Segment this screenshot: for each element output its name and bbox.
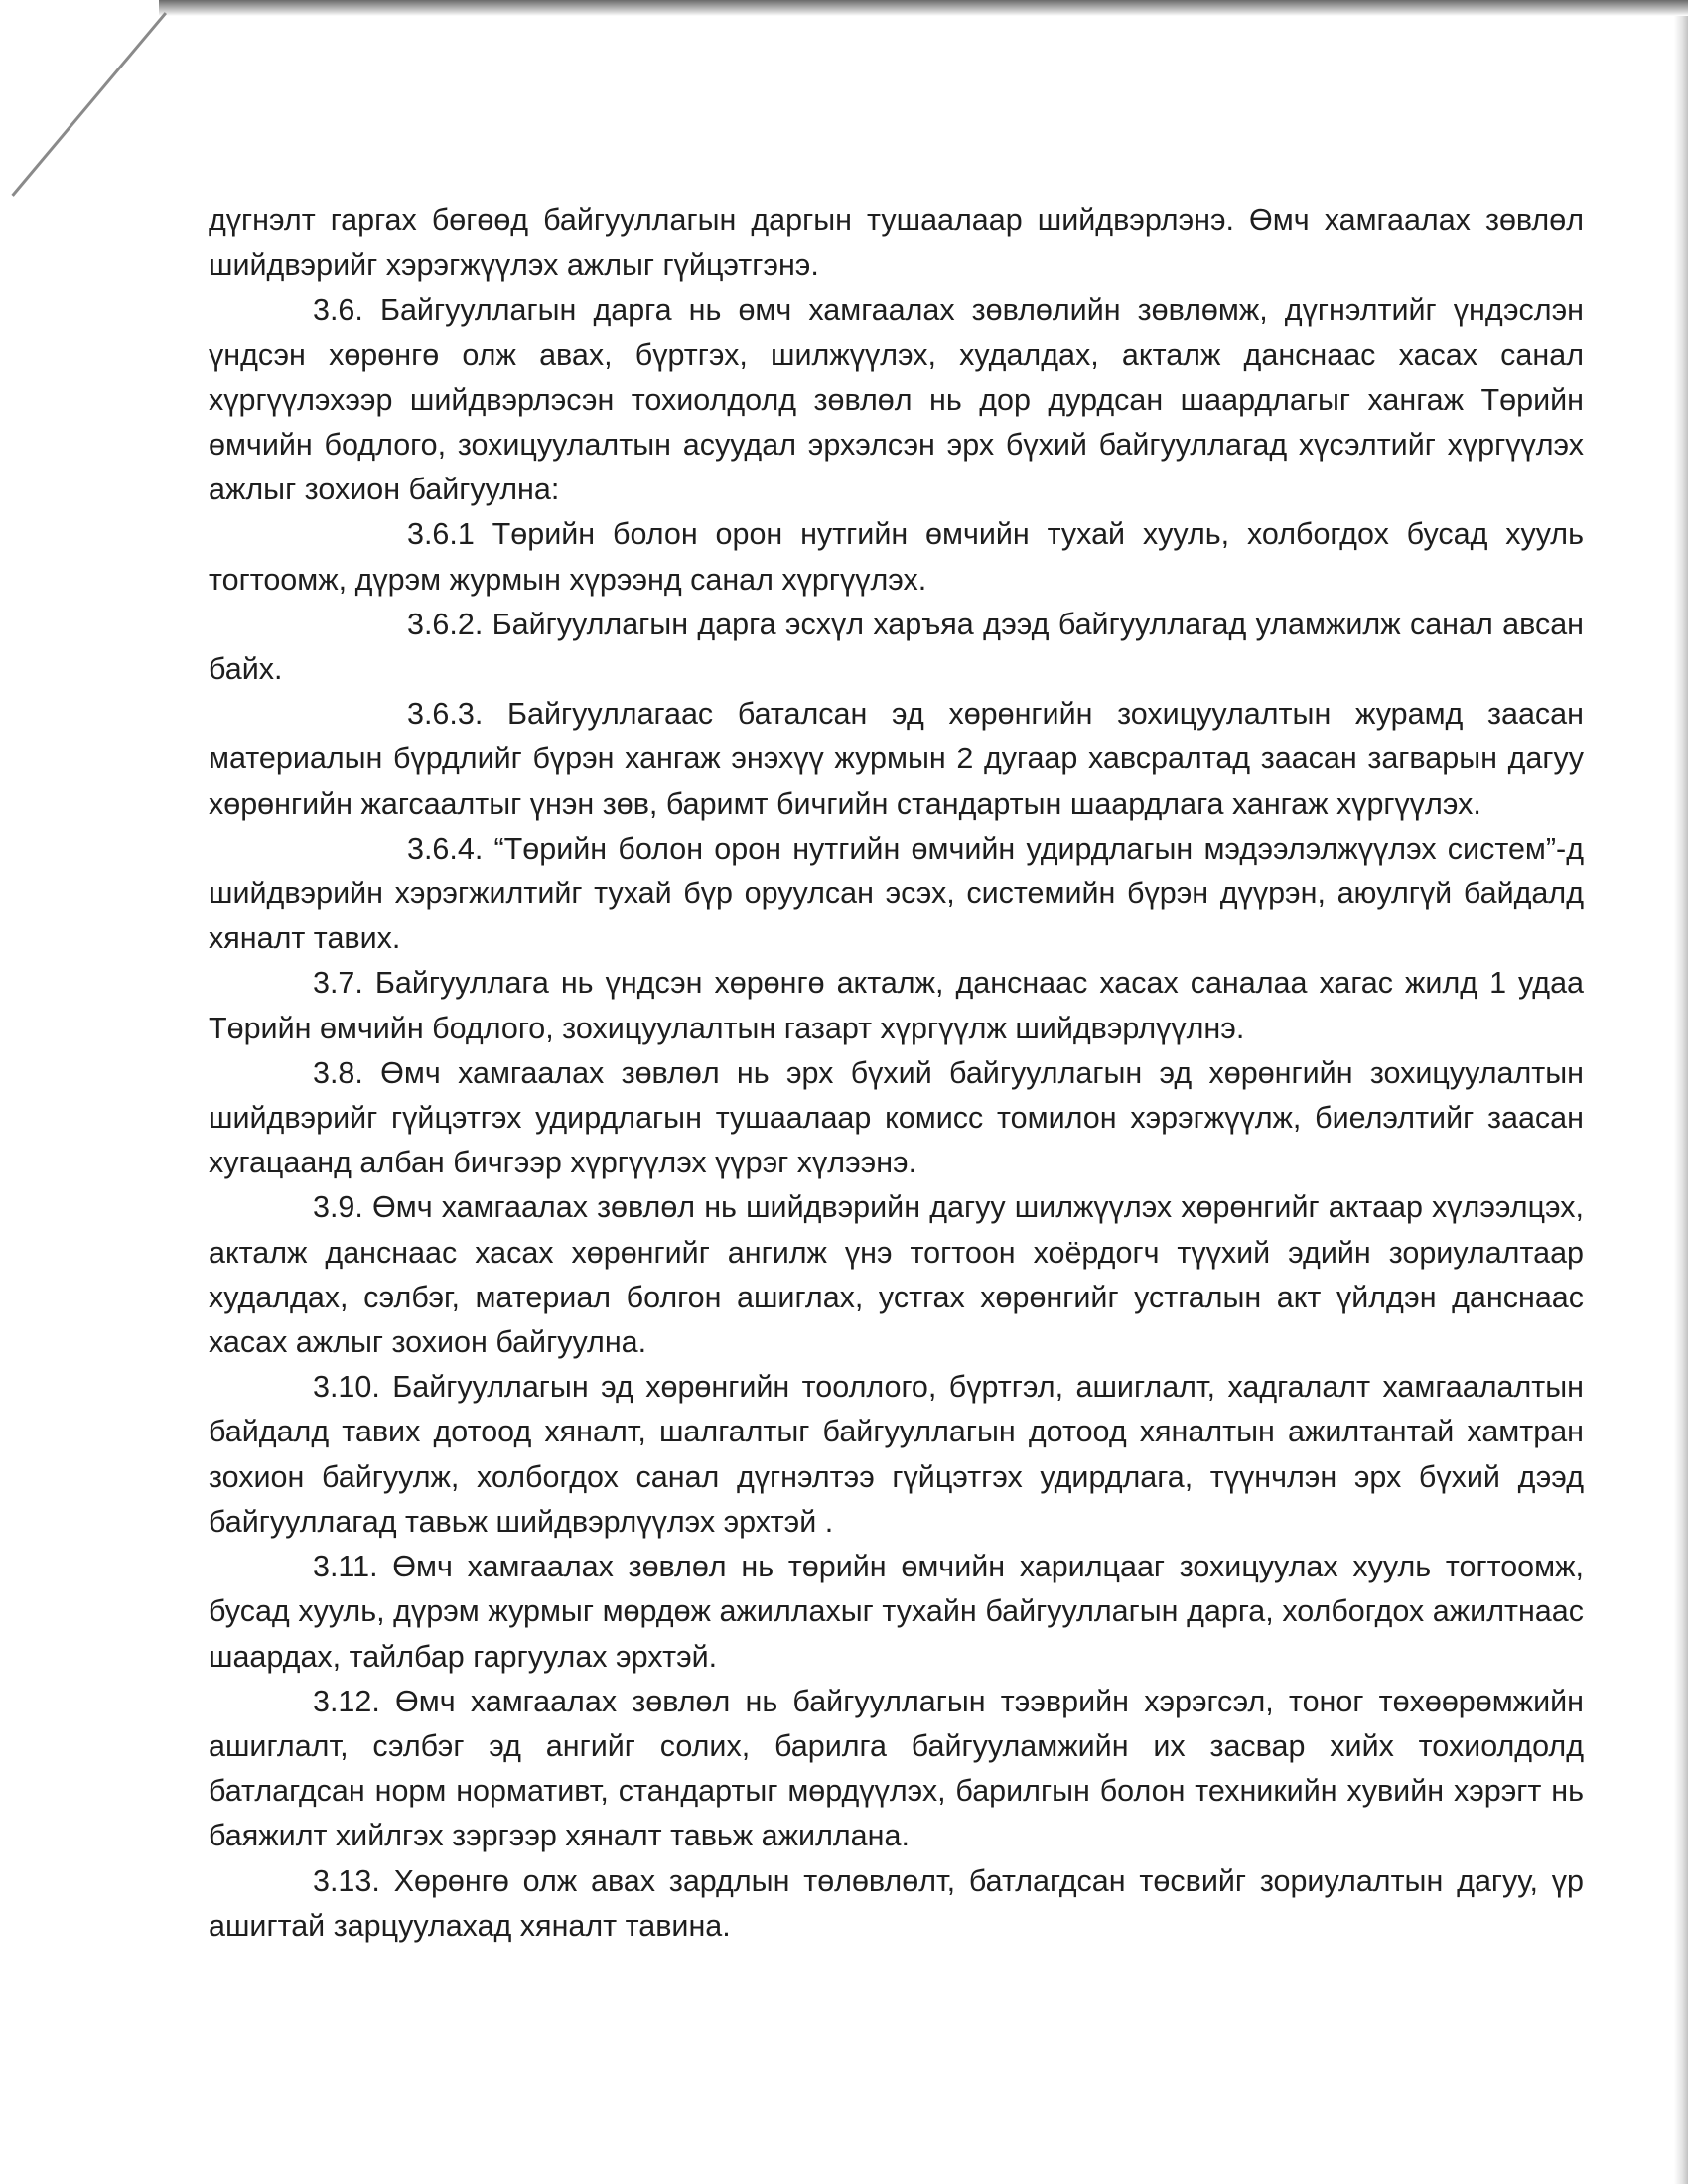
document-body — [209, 199, 1584, 1949]
paragraph-3-6-1: 3.6.1 Төрийн болон орон нутгийн өмчийн тухай хууль, холбогдох бусад хууль тогтоомж, дүрэм журмын хүрээнд санал хүргүүлэх. — [209, 517, 1584, 597]
paragraph-3-6-2: 3.6.2. Байгууллагын дарга эсхүл харъяа дээд байгууллагад уламжилж санал авсан байх. — [209, 607, 1584, 687]
folded-corner — [0, 0, 159, 189]
paragraph-3-10: 3.10. Байгууллагын эд хөрөнгийн тооллого, бүртгэл, ашиглалт, хадгалалт хамгаалалтын байдалд тавих дотоод хяналт, шалгалтыг байгууллагын дотоод хяналтын ажилтантай хамтран зохион байгуулж, холбогдох санал дүгнэлтээ гүйцэтгэх удирдлага, түүнчлэн эрх бүхий дээд байгууллагад тавьж шийдвэрлүүлэх эрхтэй . — [209, 1370, 1584, 1539]
paragraph-3-11: 3.11. Өмч хамгаалах зөвлөл нь төрийн өмчийн харилцааг зохицуулах хууль тогтоомж, бусад хууль, дүрэм журмыг мөрдөж ажиллахыг тухайн байгууллагын дарга, холбогдох ажилтнаас шаардах, тайлбар гаргуулах эрхтэй. — [209, 1550, 1584, 1674]
scan-right-edge — [1674, 16, 1688, 2184]
paragraph-3-7: 3.7. Байгууллага нь үндсэн хөрөнгө акталж, данснаас хасах саналаа хагас жилд 1 удаа Төрийн өмчийн бодлого, зохицуулалтын газарт хүргүүлж шийдвэрлүүлнэ. — [209, 966, 1584, 1045]
paragraph-3-6-4: 3.6.4. “Төрийн болон орон нутгийн өмчийн удирдлагын мэдээлэлжүүлэх систем”-д шийдвэрийн хэрэгжилтийг тухай бүр оруулсан эсэх, системийн бүрэн дүүрэн, аюулгүй байдалд хяналт тавих. — [209, 831, 1584, 956]
paragraph-3-13: 3.13. Хөрөнгө олж авах зардлын төлөвлөлт, батлагдсан төсвийг зориулалтын дагуу, үр ашигтай зарцуулахад хяналт тавина. — [209, 1863, 1584, 1943]
paragraph-3-12: 3.12. Өмч хамгаалах зөвлөл нь байгууллагын тээврийн хэрэгсэл, тоног төхөөрөмжийн ашиглалт, сэлбэг эд ангийг солих, барилга байгууламжийн их засвар хийх тохиолдолд батлагдсан норм нормативт, стандартыг мөрдүүлэх, барилгын болон техникийн хувийн хэрэгт нь баяжилт хийлгэх зэргээр хяналт тавьж ажиллана. — [209, 1684, 1584, 1853]
paragraph-3-6-3: 3.6.3. Байгууллагаас баталсан эд хөрөнгийн зохицуулалтын журамд заасан материалын бүрдлийг бүрэн хангаж энэхүү журмын 2 дугаар хавсралтад заасан загварын дагуу хөрөнгийн жагсаалтыг үнэн зөв, баримт бичгийн стандартын шаардлага хангаж хүргүүлэх. — [209, 697, 1584, 821]
paragraph-3-6: 3.6. Байгууллагын дарга нь өмч хамгаалах зөвлөлийн зөвлөмж, дүгнэлтийг үндэслэн үндсэн хөрөнгө олж авах, бүртгэх, шилжүүлэх, худалдах, акталж данснаас хасах санал хүргүүлэхээр шийдвэрлэсэн тохиолдолд зөвлөл нь дор дурдсан шаардлагыг хангаж Төрийн өмчийн бодлого, зохицуулалтын асуудал эрхэлсэн эрх бүхий байгууллагад хүсэлтийг хүргүүлэх ажлыг зохион байгуулна: — [209, 293, 1584, 507]
paragraph-continuation: дүгнэлт гаргах бөгөөд байгууллагын даргын тушаалаар шийдвэрлэнэ. Өмч хамгаалах зөвлөл шийдвэрийг хэрэгжүүлэх ажлыг гүйцэтгэнэ. — [209, 204, 1584, 283]
paragraph-3-9: 3.9. Өмч хамгаалах зөвлөл нь шийдвэрийн дагуу шилжүүлэх хөрөнгийг актаар хүлээлцэх, акталж данснаас хасах хөрөнгийг ангилж үнэ тогтоон хоёрдогч түүхий эдийн зориулалтаар худалдах, сэлбэг, материал болгон ашиглах, устгах хөрөнгийг устгалын акт үйлдэн данснаас хасах ажлыг зохион байгуулна. — [209, 1190, 1584, 1360]
scan-top-edge — [159, 0, 1688, 16]
paragraph-3-8: 3.8. Өмч хамгаалах зөвлөл нь эрх бүхий байгууллагын эд хөрөнгийн зохицуулалтын шийдвэрийг гүйцэтгэх удирдлагын тушаалаар комисс томилон хэрэгжүүлж, биелэлтийг заасан хугацаанд албан бичгээр хүргүүлэх үүрэг хүлээнэ. — [209, 1055, 1584, 1180]
